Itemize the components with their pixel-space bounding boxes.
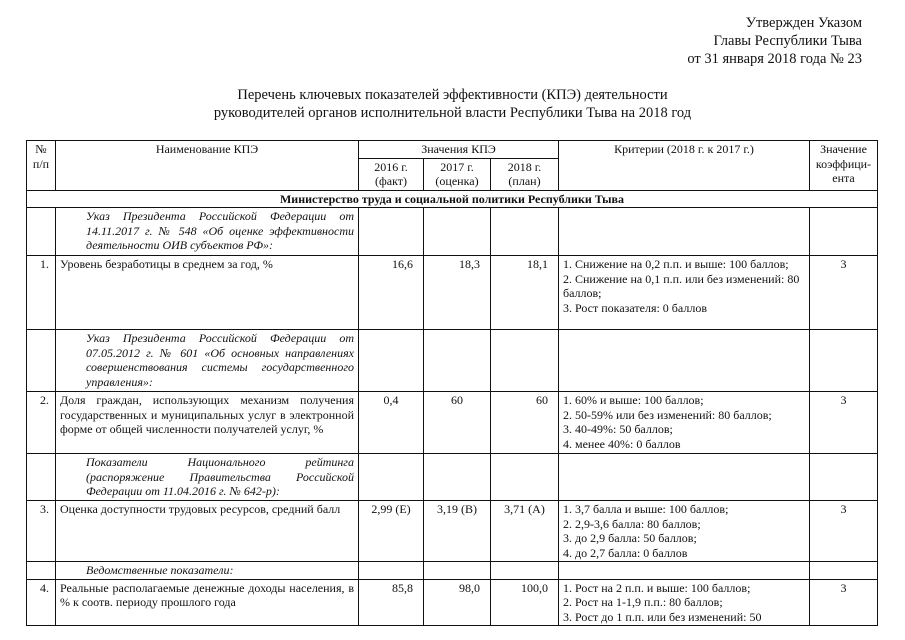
criteria-item: 3. до 2,9 балла: 50 баллов; xyxy=(563,531,697,545)
approval-line-1: Утвержден Указом xyxy=(745,15,862,31)
row-criteria xyxy=(559,501,810,562)
criteria-item: 2. Снижение на 0,1 п.п. или без изменений: 80 баллов; xyxy=(563,271,800,300)
row-value-2016: 2,99 (Е) xyxy=(359,501,424,562)
row-coefficient: 3 xyxy=(810,256,878,330)
row-value-2017: 98,0 xyxy=(424,579,491,626)
section-row xyxy=(27,208,878,256)
table-row xyxy=(27,501,878,562)
row-name: Оценка доступности трудовых ресурсов, средний балл xyxy=(56,501,359,562)
criteria-item: 3. Рост до 1 п.п. или без изменений: 50 xyxy=(563,609,762,624)
section-row xyxy=(27,330,878,392)
criteria-item: 1. Рост на 2 п.п. и выше: 100 баллов; xyxy=(563,580,751,595)
row-num: 3. xyxy=(27,501,56,562)
kpi-table xyxy=(26,140,878,626)
row-value-2016: 0,4 xyxy=(359,392,424,454)
header-criteria: Критерии (2018 г. к 2017 г.) xyxy=(559,141,810,191)
header-2017: 2017 г. (оценка) xyxy=(424,158,491,190)
row-value-2018: 18,1 xyxy=(491,256,559,330)
row-value-2018: 60 xyxy=(491,392,559,454)
section-label: Указ Президента Российской Федерации от 07.05.2012 г. № 601 «Об основных направлениях совершенствования системы государственного управления»: xyxy=(56,330,359,392)
row-value-2017: 3,19 (В) xyxy=(424,501,491,562)
row-value-2018: 3,71 (А) xyxy=(491,501,559,562)
row-name: Доля граждан, использующих механизм получения государственных и муниципальных услуг в электронной форме от общей численности получателей услуг, % xyxy=(56,392,359,454)
header-num: № п/п xyxy=(27,141,56,191)
row-value-2018: 100,0 xyxy=(491,579,559,626)
row-num: 4. xyxy=(27,579,56,626)
section-label: Указ Президента Российской Федерации от 14.11.2017 г. № 548 «Об оценке эффективности деятельности ОИВ субъектов РФ»: xyxy=(56,208,359,256)
header-2016: 2016 г. (факт) xyxy=(359,158,424,190)
criteria-item: 4. до 2,7 балла: 0 баллов xyxy=(563,545,688,560)
criteria-item: 2. 2,9-3,6 балла: 80 баллов; xyxy=(563,516,701,531)
criteria-item: 4. менее 40%: 0 баллов xyxy=(563,436,681,451)
table-row xyxy=(27,579,878,626)
row-name: Уровень безработицы в среднем за год, % xyxy=(56,256,359,330)
row-criteria xyxy=(559,579,810,626)
header-values: Значения КПЭ xyxy=(359,141,559,159)
criteria-item: 3. Рост показателя: 0 баллов xyxy=(563,300,707,315)
row-coefficient: 3 xyxy=(810,501,878,562)
criteria-item: 2. 50-59% или без изменений: 80 баллов; xyxy=(563,407,772,422)
header-coefficient: Значение коэффици-ента xyxy=(810,141,878,191)
row-value-2017: 60 xyxy=(424,392,491,454)
title-line-1: Перечень ключевых показателей эффективности (КПЭ) деятельности xyxy=(237,87,668,103)
row-value-2016: 16,6 xyxy=(359,256,424,330)
table-row xyxy=(27,392,878,454)
row-criteria xyxy=(559,392,810,454)
table-row xyxy=(27,256,878,330)
header-2018: 2018 г. (план) xyxy=(491,158,559,190)
row-name: Реальные располагаемые денежные доходы населения, в % к соотв. периоду прошлого года xyxy=(56,579,359,626)
row-num: 2. xyxy=(27,392,56,454)
department-row: Министерство труда и социальной политики Республики Тыва xyxy=(27,190,878,208)
approval-line-2: Главы Республики Тыва xyxy=(713,33,862,49)
approval-stamp xyxy=(687,14,862,68)
title-line-2: руководителей органов исполнительной власти Республики Тыва на 2018 год xyxy=(213,105,692,121)
row-value-2016: 85,8 xyxy=(359,579,424,626)
row-value-2017: 18,3 xyxy=(424,256,491,330)
row-criteria xyxy=(559,256,810,330)
row-coefficient: 3 xyxy=(810,392,878,454)
document-title xyxy=(0,86,905,122)
criteria-item: 2. Рост на 1-1,9 п.п.: 80 баллов; xyxy=(563,595,723,609)
section-label: Показатели Национального рейтинга (распоряжение Правительства Российской Федерации от 11.04.2016 г. № 642-р): xyxy=(56,454,359,501)
criteria-item: 1. Снижение на 0,2 п.п. и выше: 100 баллов; xyxy=(563,257,789,271)
section-row xyxy=(27,454,878,501)
criteria-item: 1. 3,7 балла и выше: 100 баллов; xyxy=(563,502,729,516)
section-label: Ведомственные показатели: xyxy=(56,562,359,580)
row-num: 1. xyxy=(27,256,56,330)
criteria-item: 3. 40-49%: 50 баллов; xyxy=(563,422,673,436)
approval-line-3: от 31 января 2018 года № 23 xyxy=(687,51,862,67)
criteria-item: 1. 60% и выше: 100 баллов; xyxy=(563,393,704,407)
row-coefficient: 3 xyxy=(810,579,878,626)
header-name: Наименование КПЭ xyxy=(56,141,359,191)
section-row xyxy=(27,562,878,580)
